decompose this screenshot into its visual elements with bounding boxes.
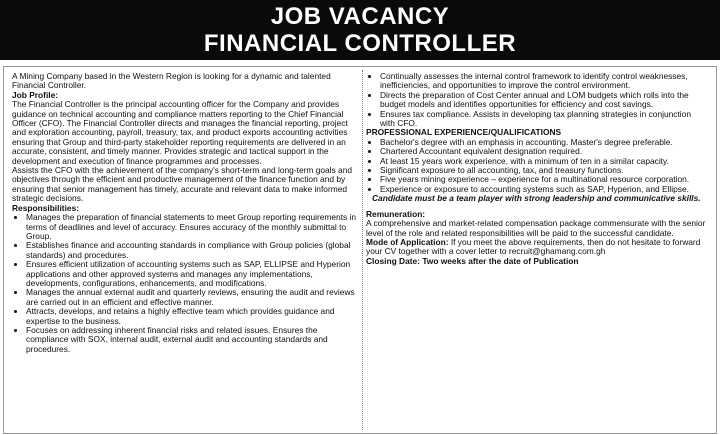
list-item: • Continually assesses the internal control framework to identify control weaknesses, inefficiencies, and opportunities to improve the control environment. (380, 72, 706, 91)
list-item: • Significant exposure to all accounting, tax, and treasury functions. (380, 166, 706, 175)
experience-list (366, 138, 706, 194)
list-item: • Attracts, develops, and retains a highly effective team which provides guidance and expertise to the business. (26, 307, 360, 326)
list-item: • Experience or exposure to accounting systems such as SAP, Hyperion, and Ellipse. (380, 185, 706, 194)
list-item: • Manages the annual external audit and quarterly reviews, ensuring the audit and reviews are carried out in an efficient and effective manner. (26, 288, 360, 307)
remuneration-text: A comprehensive and market-related compensation package commensurate with the senior level of the role and related responsibilities will be paid to the successful candidate. (366, 218, 706, 238)
application-heading: Mode of Application: (366, 236, 449, 247)
list-item: • Manages the preparation of financial statements to meet Group reporting requirements in terms of deadlines and level of accuracy. Ensures accuracy of the monthly submittal to Group. (26, 213, 360, 241)
list-item: • Chartered Accountant equivalent designation required. (380, 147, 706, 156)
list-item: • At least 15 years work experience, with a minimum of ten in a similar capacity. (380, 157, 706, 166)
left-column (12, 72, 360, 354)
header-title-line1: JOB VACANCY (270, 3, 450, 30)
experience-heading: PROFESSIONAL EXPERIENCE/QUALIFICATIONS (366, 127, 562, 138)
closing-heading: Closing Date: (366, 255, 420, 266)
list-item: • Ensures tax compliance. Assists in developing tax planning strategies in conjunction with CFO. (380, 110, 706, 129)
responsibilities-heading: Responsibilities: (12, 202, 80, 213)
intro-text: A Mining Company based in the Western Region is looking for a dynamic and talented Financial Controller. (12, 71, 331, 91)
job-profile-heading: Job Profile: (12, 89, 59, 100)
responsibilities-list (12, 213, 360, 354)
header-title-line2: FINANCIAL CONTROLLER (203, 30, 517, 57)
list-item: • Five years mining experience – experience for a multinational resource corporation. (380, 175, 706, 184)
list-item: • Focuses on addressing inherent financial risks and related issues. Ensures the compliance with SOX, internal audit, external audit and accounting standards and procedures. (26, 326, 360, 354)
list-item: • Establishes finance and accounting standards in compliance with Group policies (global standards) and procedures. (26, 241, 360, 260)
closing-paragraph (366, 257, 706, 266)
right-column (366, 72, 706, 266)
list-item: • Directs the preparation of Cost Center annual and LOM budgets which rolls into the budget models and identifies opportunities for efficiency and cost savings. (380, 91, 706, 110)
team-player-note: Candidate must be a team player with strong leadership and communicative skills. (372, 193, 701, 204)
remuneration-heading: Remuneration: (366, 208, 426, 219)
closing-text: Two weeks after the date of Publication (422, 255, 579, 266)
header-banner (0, 0, 720, 60)
application-paragraph (366, 238, 706, 257)
list-item: • Bachelor's degree with an emphasis in accounting. Master's degree preferable. (380, 138, 706, 147)
application-text: If you meet the above requirements, then do not hesitate to forward your CV together with a cover letter to recruit@ghamang.com.gh (366, 236, 701, 257)
responsibilities-continued-list (366, 72, 706, 128)
job-profile-paragraph-1: The Financial Controller is the principal accounting officer for the Company and provides guidance on technical accounting and compliance matters reporting to the Chief Financial Officer (CFO). The Financial Controller directs and manages the financial reporting, project and exploration accounting, payroll, treasury, tax, and product exports accounting activities ensuring that Group and third-party stakeholder reporting requirements are delivered in an accurate, consistent, and timely manner. Provides strategic and tactical support in the development and execution of finance programmes and processes. (12, 99, 348, 166)
list-item: • Ensures efficient utilization of accounting systems such as SAP, ELLIPSE and Hyperion applications and other approved systems and manages any implementations, developments, configurations, enhancements, and modifications. (26, 260, 360, 288)
column-divider (362, 70, 363, 430)
job-profile-paragraph-2: Assists the CFO with the achievement of the company's short-term and long-term goals and objectives through the efficient and productive management of the finance function and by ensuring that senior management has timely, accurate and relevant data to make informed strategic decisions. (12, 165, 353, 204)
